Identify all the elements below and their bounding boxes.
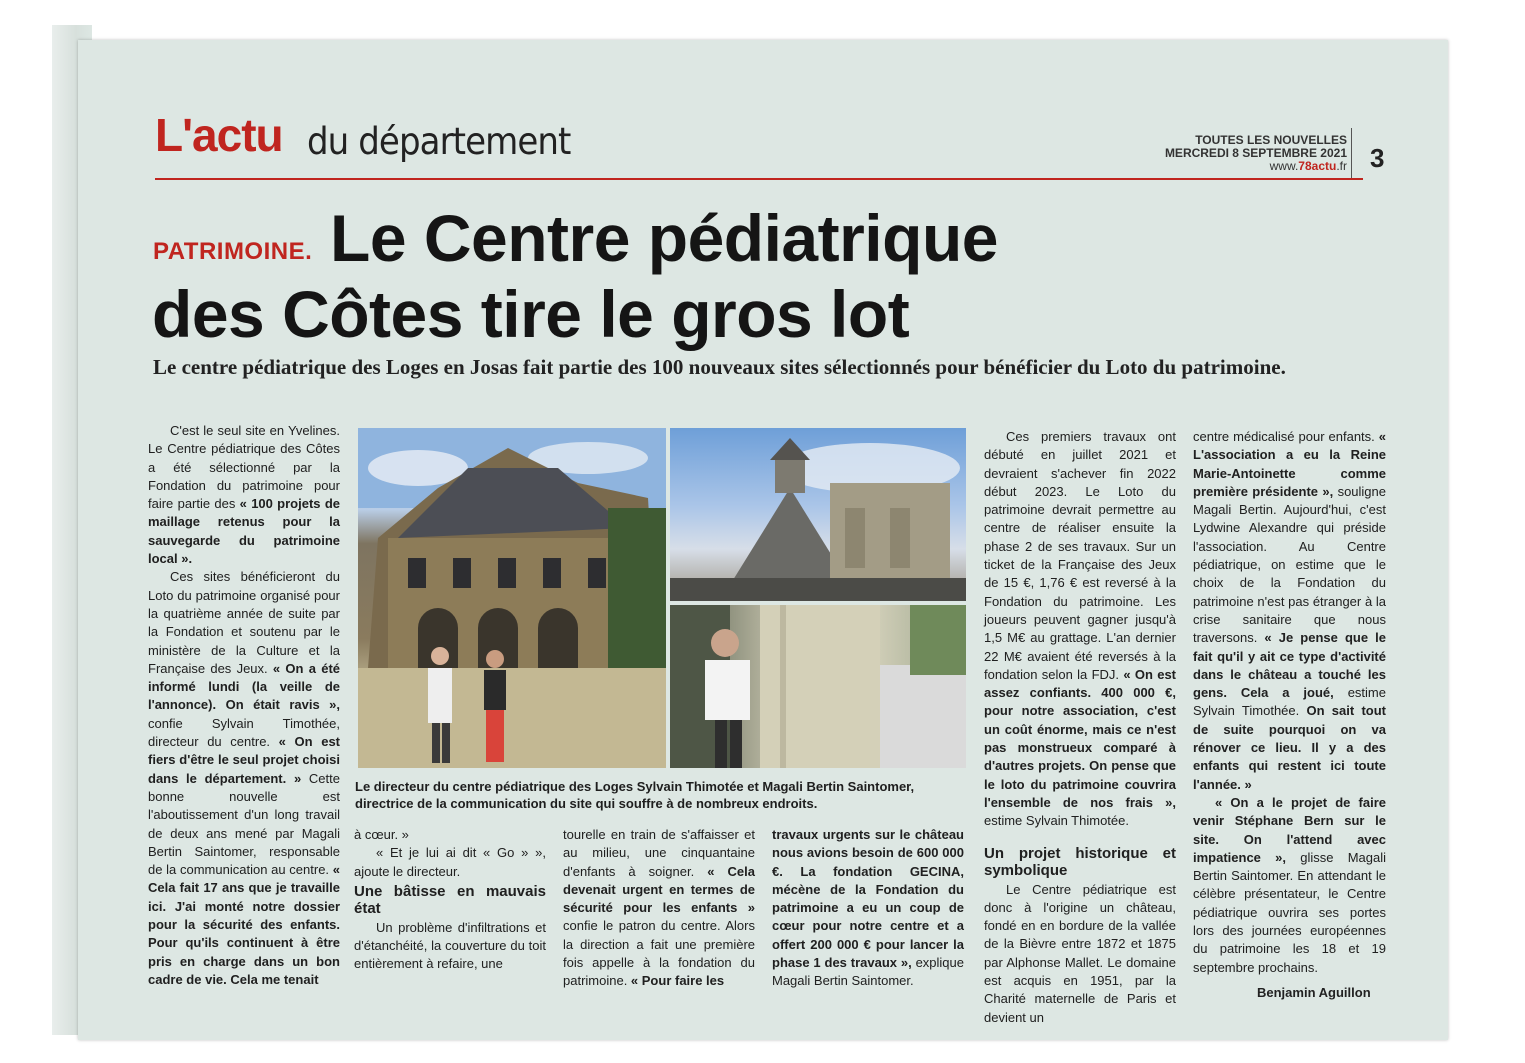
article-lead: Le centre pédiatrique des Loges en Josas fait partie des 100 nouveaux sites sélectionnés pour bénéficier du Loto du patrimoine.	[153, 355, 1286, 379]
article-headline: Le Centre pédiatrique des Côtes tire le gros lot	[152, 201, 998, 351]
photo-damaged-wall	[670, 605, 966, 768]
header-rule	[155, 178, 1363, 180]
article-column-2	[354, 826, 546, 974]
publication-date: MERCREDI 8 SEPTEMBRE 2021	[1164, 146, 1347, 160]
photo-chateau-facade	[358, 428, 666, 768]
publication-url[interactable]: www.78actu.fr	[1269, 159, 1347, 173]
publication-name: TOUTES LES NOUVELLES	[1195, 133, 1347, 147]
publication-info	[1155, 134, 1347, 173]
page-number: 3	[1370, 143, 1385, 173]
paragraph: Un problème d'infiltrations et d'étanchéité, la couverture du toit entièrement à refaire, une	[354, 919, 546, 972]
section-subtitle: du département	[307, 120, 571, 163]
article-column-6	[1193, 428, 1386, 977]
photo-tower-roof	[670, 428, 966, 601]
page-separator	[1351, 128, 1352, 178]
article-column-1	[148, 422, 340, 989]
article-column-4	[772, 826, 964, 991]
section-heading: Une bâtisse en mauvais état	[354, 882, 546, 917]
author-signature: Benjamin Aguillon	[1257, 985, 1371, 1000]
paragraph: Ces premiers travaux ont débuté en juillet 2021 et devraient s'achever fin 2022 début 2023. Le Loto du patrimoine devrait permettre au centre de réaliser ensuite la phase 2 de ses travaux. Sur un ticket de la Française des Jeux de 15 €, 1,76 € est reversé à la Fondation du patrimoine. Les joueurs peuvent gagner jusqu'à 1,5 M€ au grattage. L'an dernier 22 M€ avaient été reversés à la fondation selon la FDJ. « On est assez confiants. 400 000 €, pour notre association, c'est un coût énorme, mais ce n'est pas monstrueux comparé à d'autres projets. On pense que le loto du patrimoine couvrira l'ensemble de nos frais », estime Sylvain Thimotée.	[984, 429, 1176, 829]
section-brand: L'actu	[155, 109, 283, 161]
paragraph: Le Centre pédiatrique est donc à l'origine un château, fondé en en bordure de la vallée de la Bièvre entre 1872 et 1875 par Alphonse Mallet. Le domaine est acquis en 1951, par la Charité maternelle de Paris et devient un	[984, 881, 1176, 1025]
paragraph: Ces sites bénéficieront du Loto du patrimoine organisé pour la quatrième année de suite par la Fondation et soutenu par le ministère de la Culture et la Française des Jeux. « On a été informé lundi (la veille de l'annonce). On était ravis », confie Sylvain Timothée, directeur du centre. « On est fiers d'être le seul projet choisi dans le département. » Cette bonne nouvelle est l'aboutissement d'un long travail de deux ans mené par Magali Bertin Saintomer, responsable de la communication au centre. « Cela fait 17 ans que je travaille ici. J'ai monté notre dossier pour la sécurité des enfants. Pour qu'ils continuent à être pris en charge dans un bon cadre de vie. Cela me tenait	[148, 569, 340, 987]
paragraph: « Et je lui ai dit « Go » », ajoute le directeur.	[354, 845, 546, 879]
paragraph: tourelle en train de s'affaisser et au milieu, une cinquantaine d'enfants à soigner. « Cela devenait urgent en termes de sécurité pour les enfants » confie le patron du centre. Alors la direction a fait une première fois appelle à la fondation du patrimoine. « Pour faire les	[563, 827, 756, 989]
paragraph: centre médicalisé pour enfants. « L'association a eu la Reine Marie-Antoinette comme première présidente », souligne Magali Bertin. Aujourd'hui, c'est Lydwine Alexandre qui préside l'association. Au Centre pédiatrique, on estime que le choix de la Fondation du patrimoine n'est pas étranger à la crise sanitaire que nous traversons. « Je pense que le fait qu'il y ait ce type d'activité dans le château a touché les gens. Cela a joué, estime Sylvain Timothée. On sait tout de suite pourquoi on va rénover ce lieu. Il y a des enfants qui restent ici toute l'année. »	[1193, 429, 1386, 792]
paragraph: à cœur. »	[354, 827, 409, 842]
paragraph: travaux urgents sur le château nous avions besoin de 600 000 €. La fondation GECINA, mécène de la Fondation du patrimoine a eu un coup de cœur pour notre centre et a offert 200 000 € pour lancer la phase 1 des travaux », explique Magali Bertin Saintomer.	[772, 827, 964, 989]
article-column-3	[563, 826, 755, 991]
paragraph: « On a le projet de faire venir Stéphane Bern sur le site. On l'attend avec impatience », glisse Magali Bertin Saintomer. En attendant le célèbre présentateur, le Centre pédiatrique ouvrira ses portes lors des journées européennes du patrimoine les 18 et 19 septembre prochains.	[1193, 794, 1386, 975]
section-heading: Un projet historique et symbolique	[984, 844, 1176, 879]
photo-caption: Le directeur du centre pédiatrique des Loges Sylvain Thimotée et Magali Bertin Saintomer, directrice de la communication du site qui souffre à de nombreux endroits.	[355, 779, 915, 811]
paragraph: C'est le seul site en Yvelines. Le Centre pédiatrique des Côtes a été sélectionné par la Fondation du patrimoine pour faire partie des « 100 projets de maillage retenus pour la sauvegarde du patrimoine local ».	[148, 423, 340, 567]
article-kicker: PATRIMOINE.	[153, 238, 313, 265]
article-column-5	[984, 428, 1176, 1027]
